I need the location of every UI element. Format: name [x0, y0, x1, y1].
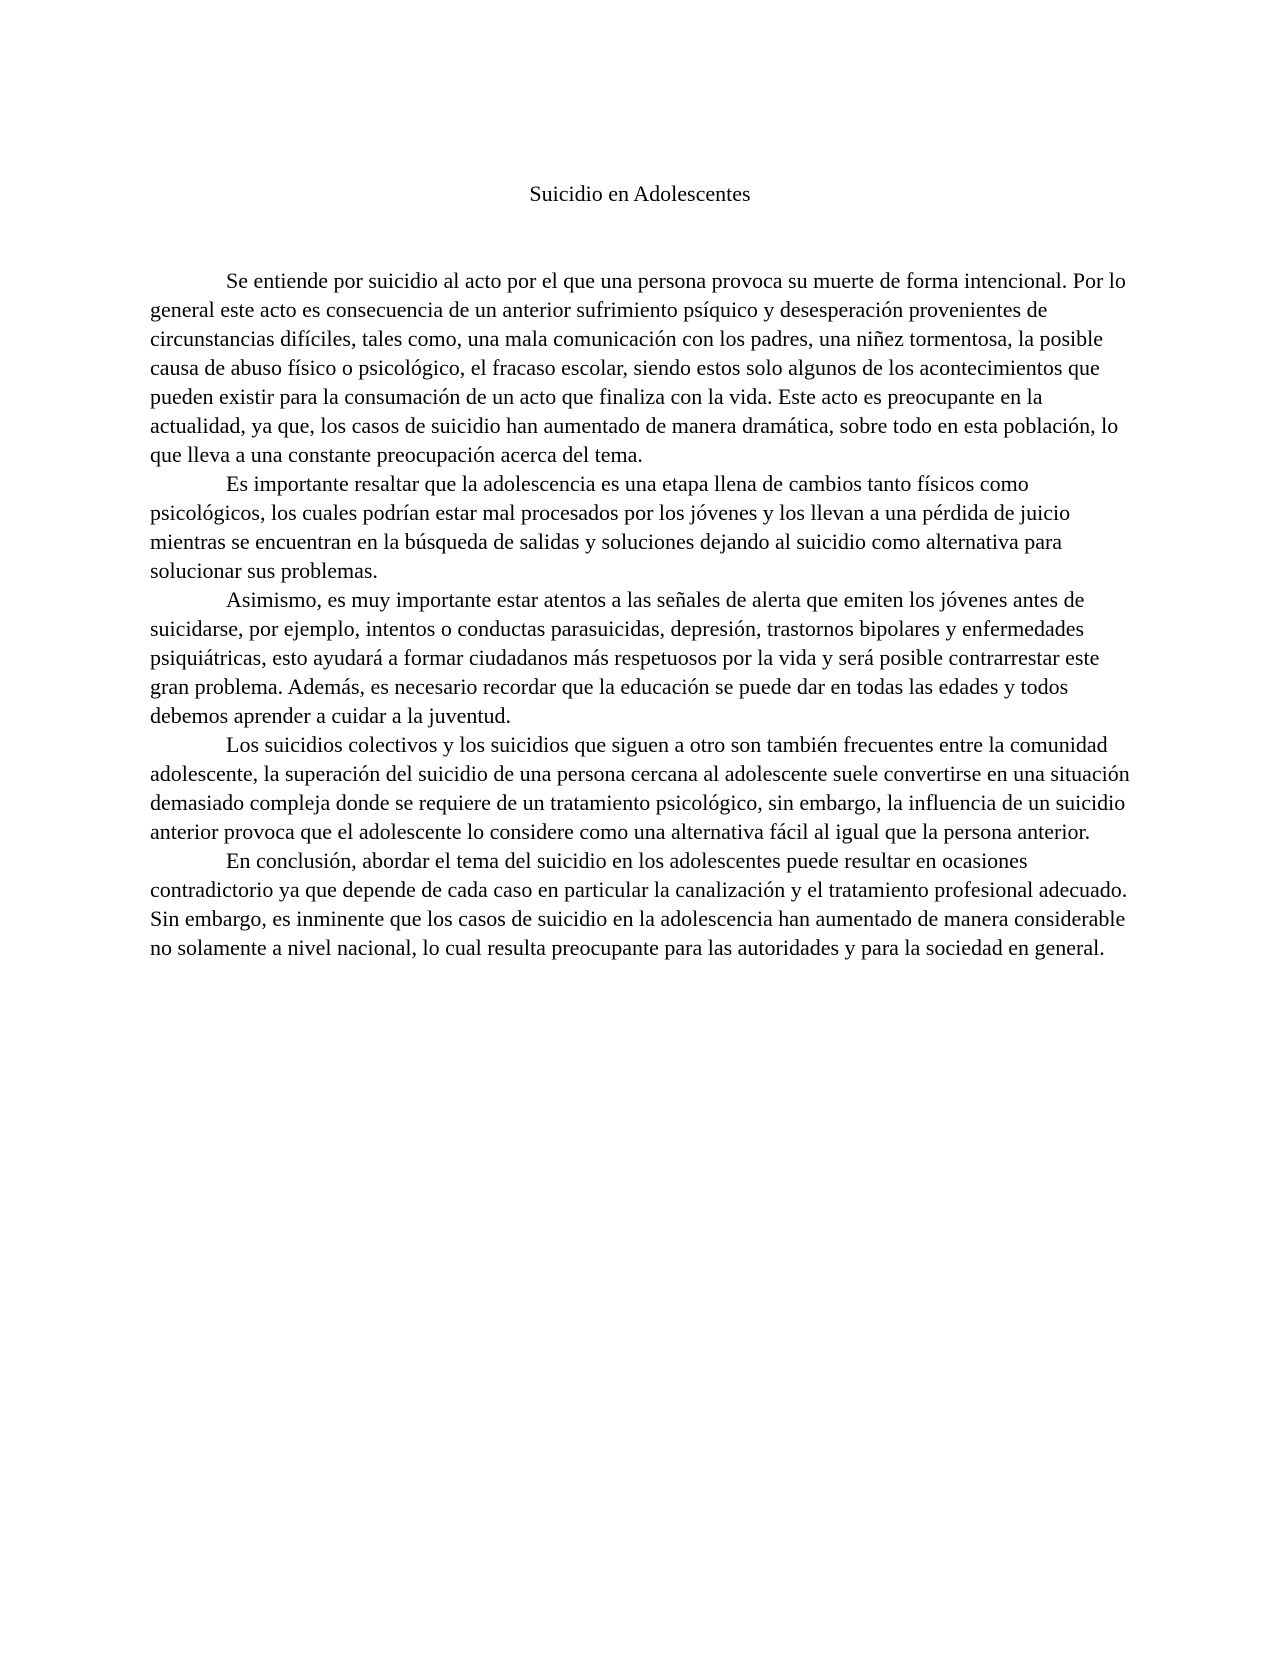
paragraph-2: Es importante resaltar que la adolescencia es una etapa llena de cambios tanto físicos como psicológicos, los cuales podrían estar mal procesados por los jóvenes y los llevan a una pérdida de juicio mientras se encuentran en la búsqueda de salidas y soluciones dejando al suicidio como alternativa para solucionar sus problemas. [150, 471, 1071, 583]
paragraph-4: Los suicidios colectivos y los suicidios que siguen a otro son también frecuentes entre la comunidad adolescente, la superación del suicidio de una persona cercana al adolescente suele convertirse en una situación demasiado compleja donde se requiere de un tratamiento psicológico, sin embargo, la influencia de un suicidio anterior provoca que el adolescente lo considere como una alternativa fácil al igual que la persona anterior. [150, 732, 1130, 844]
paragraph-5: En conclusión, abordar el tema del suicidio en los adolescentes puede resultar en ocasiones contradictorio ya que depende de cada caso en particular la canalización y el tratamiento profesional adecuado. Sin embargo, es inminente que los casos de suicidio en la adolescencia han aumentado de manera considerable no solamente a nivel nacional, lo cual resulta preocupante para las autoridades y para la sociedad en general. [150, 848, 1128, 960]
document-body [150, 266, 1140, 962]
document-title: Suicidio en Adolescentes [529, 181, 751, 206]
paragraph-3: Asimismo, es muy importante estar atentos a las señales de alerta que emiten los jóvenes antes de suicidarse, por ejemplo, intentos o conductas parasuicidas, depresión, trastornos bipolares y enfermedades psiquiátricas, esto ayudará a formar ciudadanos más respetuosos por la vida y será posible contrarrestar este gran problema. Además, es necesario recordar que la educación se puede dar en todas las edades y todos debemos aprender a cuidar a la juventud. [150, 587, 1100, 728]
paragraph-1: Se entiende por suicidio al acto por el que una persona provoca su muerte de forma intencional. Por lo general este acto es consecuencia de un anterior sufrimiento psíquico y desesperación provenientes de circunstancias difíciles, tales como, una mala comunicación con los padres, una niñez tormentosa, la posible causa de abuso físico o psicológico, el fracaso escolar, siendo estos solo algunos de los acontecimientos que pueden existir para la consumación de un acto que finaliza con la vida. Este acto es preocupante en la actualidad, ya que, los casos de suicidio han aumentado de manera dramática, sobre todo en esta población, lo que lleva a una constante preocupación acerca del tema. [150, 268, 1126, 467]
